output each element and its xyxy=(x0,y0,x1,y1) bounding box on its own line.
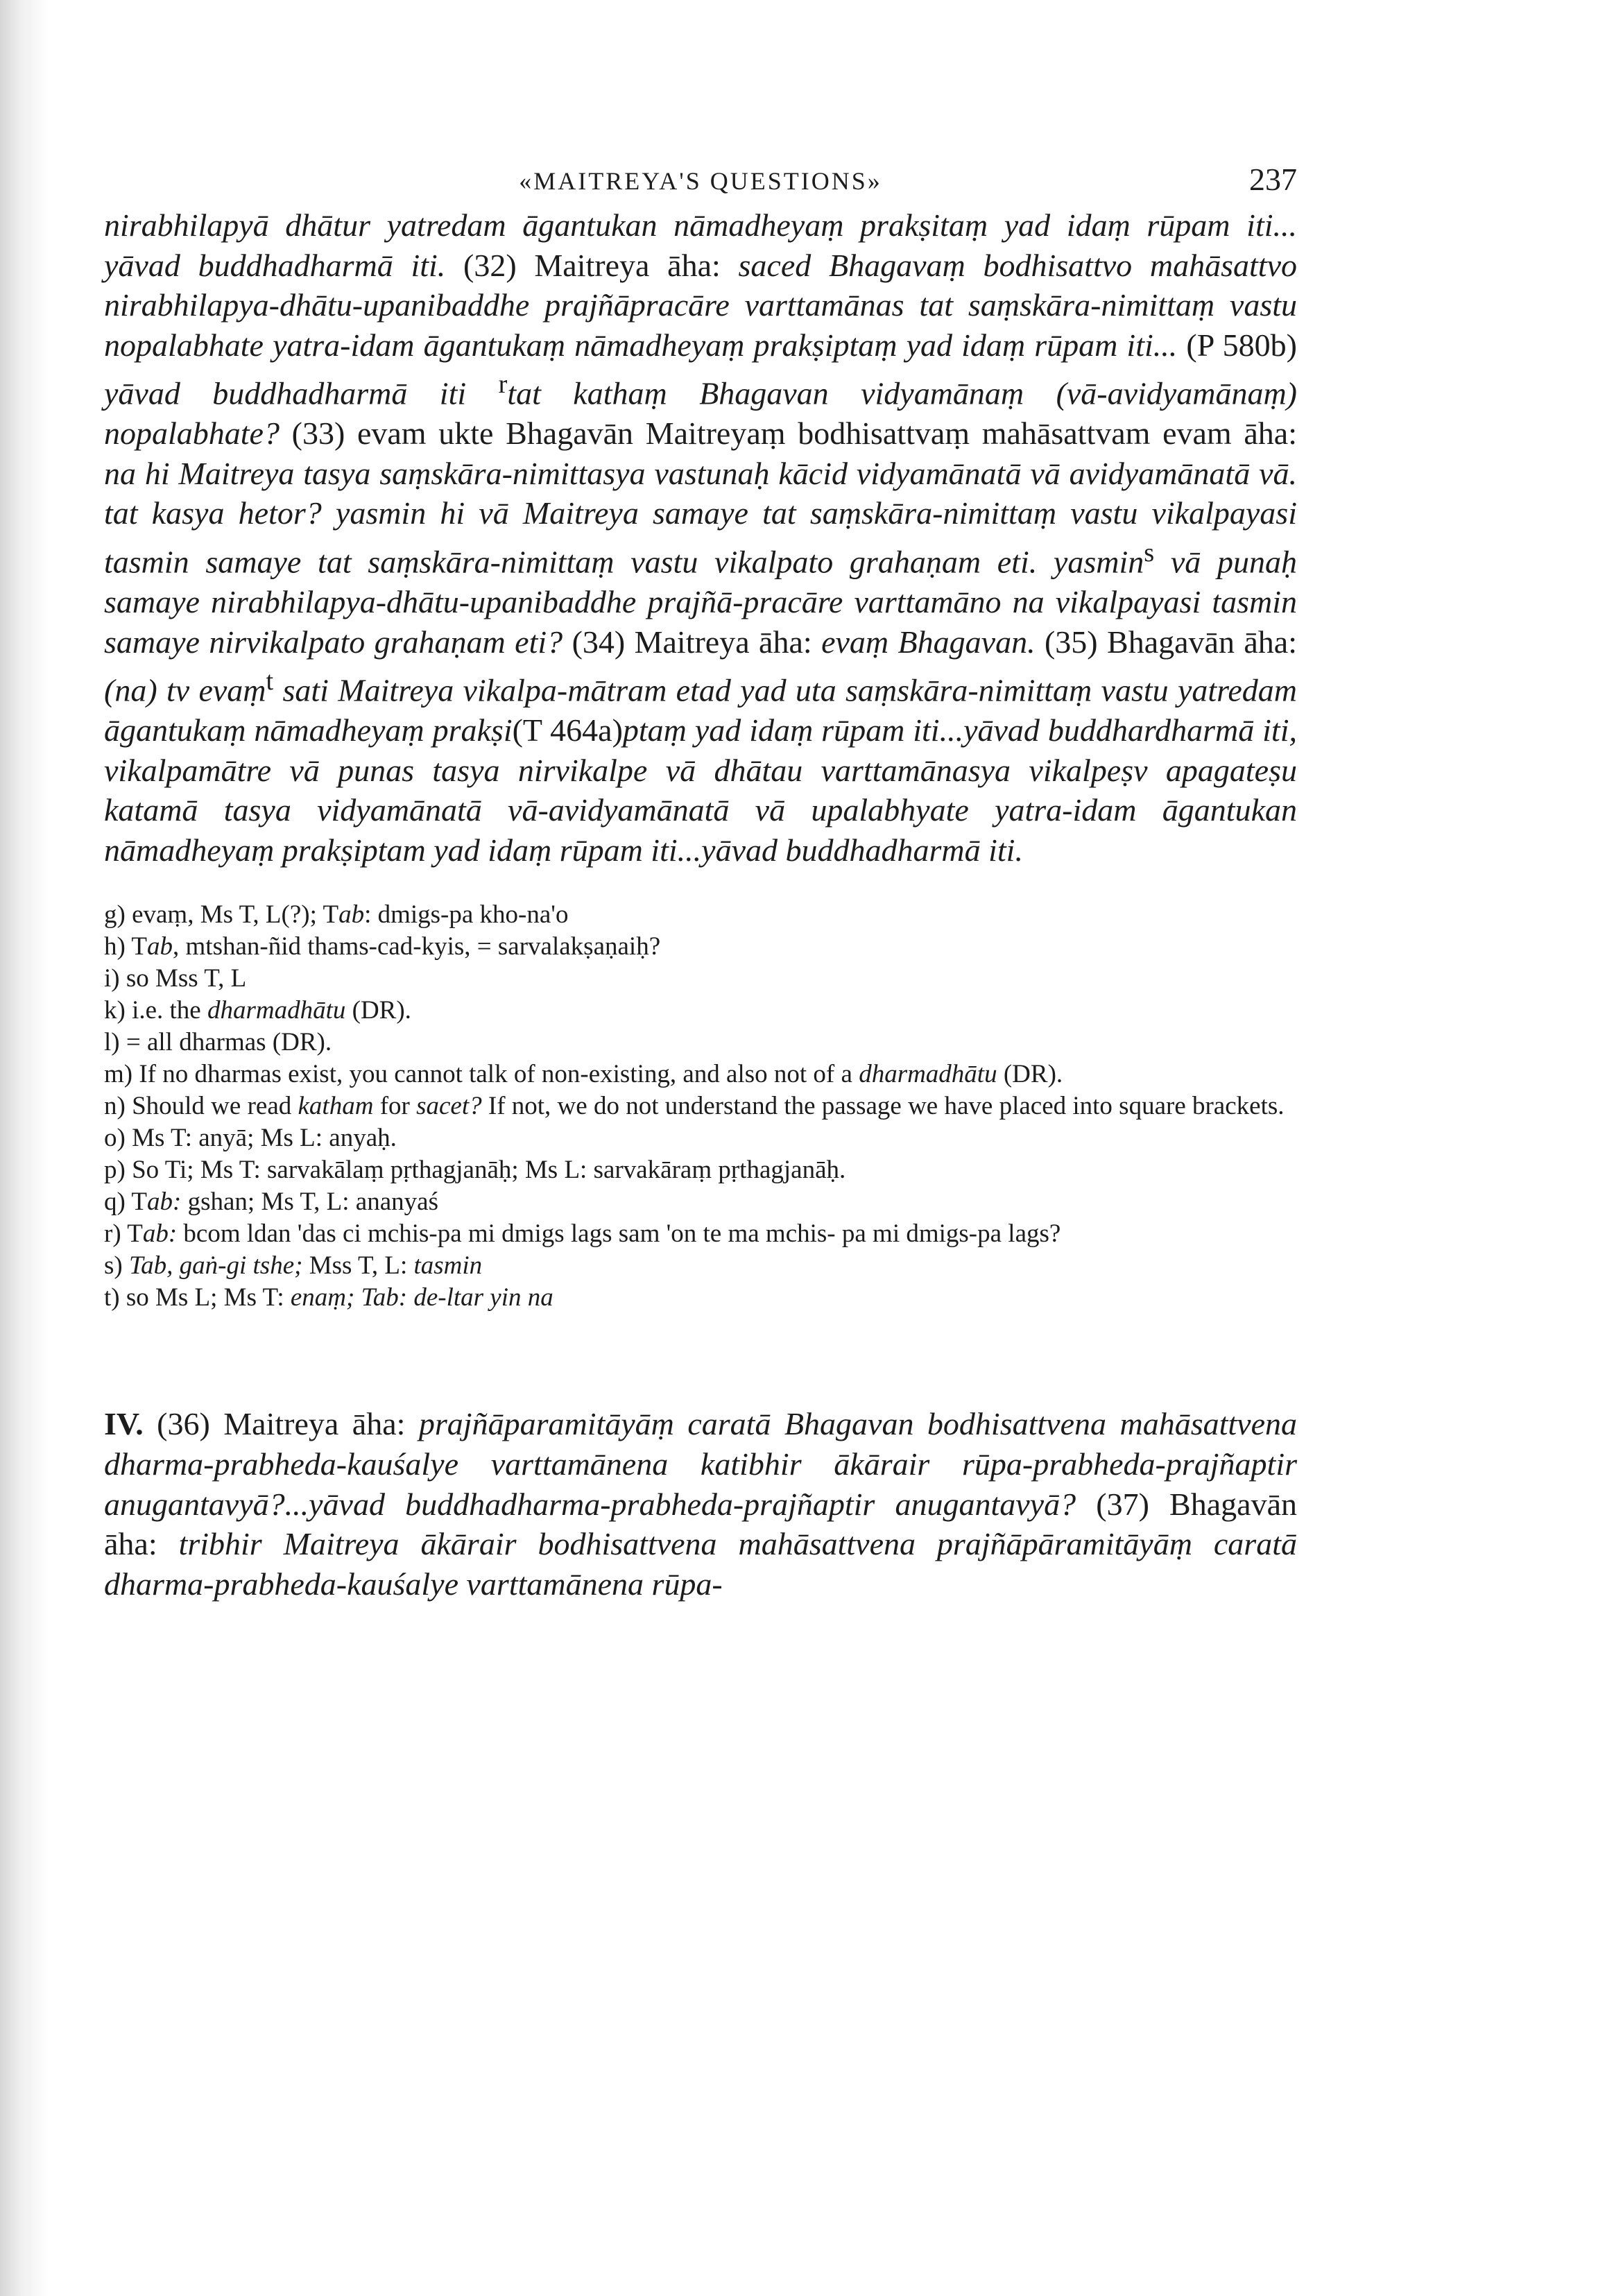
text-segment: (DR). xyxy=(345,996,411,1025)
footnote-item xyxy=(104,899,1297,931)
text-segment: t) so Ms L; Ms T: xyxy=(104,1283,291,1312)
text-segment: (32) Maitreya āha: xyxy=(445,247,739,283)
italic-text-segment: evaṃ Bhagavan. xyxy=(821,624,1036,660)
footnote-marker: t xyxy=(266,667,274,696)
italic-text-segment: saced Bhagavaṃ bodhisattvo mahāsattvo nirabhilapya-dhātu-upanibaddhe prajñāpracāre varttamānas tat saṃskāra-nimittaṃ vastu nopalabhate yatra-idam āgantukaṃ nāmadheyaṃ prakṣiptaṃ yad idaṃ rūpam iti... xyxy=(104,247,1297,363)
text-segment: (P 580b) xyxy=(1177,327,1297,363)
text-segment: gshan; Ms T, L: ananyaś xyxy=(181,1188,438,1217)
text-segment: k) i.e. the xyxy=(104,996,207,1025)
footnote-item xyxy=(104,995,1297,1027)
italic-text-segment: ab: xyxy=(142,1219,178,1249)
text-segment: (35) Bhagavān āha: xyxy=(1035,624,1297,660)
text-segment: for xyxy=(373,1092,417,1121)
text-segment: r) T xyxy=(104,1219,143,1249)
section-iv-paragraph xyxy=(104,1404,1297,1604)
italic-text-segment: sati Maitreya vikalpa-mātram etad yad uta saṃskāra-nimittaṃ vastu yatredam āgantukaṃ nāmadheyaṃ prakṣi xyxy=(104,672,1297,748)
text-segment: (T 464a) xyxy=(512,712,623,748)
italic-text-segment: na hi Maitreya tasya saṃskāra-nimittasya vastunaḥ kācid vidyamānatā vā avidyamānatā vā. tat kasya hetor? yasmin hi vā Maitreya samaye tat saṃskāra-nimittaṃ vastu vikalpayasi tasmin samaye tat saṃskāra-nimittaṃ vastu vikalpato grahaṇam eti. yasmin xyxy=(104,455,1297,580)
footnote-item xyxy=(104,1250,1297,1282)
text-segment: h) T xyxy=(104,932,148,961)
italic-text-segment: ptaṃ yad idaṃ rūpam iti...yāvad buddhardharmā iti, vikalpamātre vā punas tasya nirvikalpe vā dhātau varttamānasya vikalpeṣv apagateṣu katamā tasya vidyamānatā vā-avidyamānatā vā upalabhyate yatra-idam āgantukan nāmadheyaṃ prakṣiptam yad idaṃ rūpam iti...yāvad buddhadharmā iti. xyxy=(104,712,1297,868)
text-segment: (36) Maitreya āha: xyxy=(143,1406,419,1442)
italic-text-segment: prajñāparamitāyāṃ caratā Bhagavan bodhisattvena mahāsattvena dharma-prabheda-kauśalye varttamānena katibhir ākārair rūpa-prabheda-prajñaptir anugantavyā?...yāvad buddhadharma-prabheda-prajñaptir anugantavyā? xyxy=(104,1406,1297,1522)
italic-text-segment: tribhir Maitreya ākārair bodhisattvena mahāsattvena prajñāpāramitāyāṃ caratā dharma-prabheda-kauśalye varttamānena rūpa- xyxy=(104,1526,1297,1602)
footnote-item xyxy=(104,1282,1297,1314)
footnote-item xyxy=(104,1090,1297,1122)
footnote-item xyxy=(104,1186,1297,1218)
italic-text-segment: ab xyxy=(147,932,173,961)
section-iv-body xyxy=(104,1406,1297,1601)
text-segment: g) evaṃ, Ms T, L(?); T xyxy=(104,900,339,929)
footnote-item xyxy=(104,1154,1297,1186)
text-segment: (33) evam ukte Bhagavān Maitreyaṃ bodhisattvaṃ mahāsattvam evam āha: xyxy=(279,415,1297,452)
section-number: IV. xyxy=(104,1406,144,1442)
italic-text-segment: Tab, gaṅ-gi tshe; xyxy=(128,1251,303,1280)
text-segment: n) Should we read xyxy=(104,1092,298,1121)
italic-text-segment: dharmadhātu xyxy=(859,1060,997,1089)
text-segment: l) = all dharmas (DR). xyxy=(104,1028,332,1057)
italic-text-segment: ab xyxy=(338,900,365,929)
italic-text-segment: nirabhilapyā dhātur yatredam āgantukan nāmadheyaṃ prakṣitaṃ yad idaṃ rūpam iti... yāvad buddhadharmā iti. xyxy=(104,207,1297,283)
italic-text-segment: yāvad buddhadharmā iti xyxy=(104,375,499,411)
italic-text-segment: tat kathaṃ Bhagavan vidyamānaṃ (vā-avidyamānaṃ) nopalabhate? xyxy=(104,375,1297,452)
footnote-item xyxy=(104,1122,1297,1154)
text-segment: q) T xyxy=(104,1188,148,1217)
text-segment: : dmigs-pa kho-na'o xyxy=(364,900,569,929)
text-segment: , mtshan-ñid thams-cad-kyis, = sarvalakṣaṇaiḥ? xyxy=(173,932,661,961)
italic-text-segment: enaṃ; Tab: de-ltar yin na xyxy=(290,1283,553,1312)
main-paragraph xyxy=(104,205,1297,870)
text-segment: (DR). xyxy=(997,1060,1063,1089)
footnote-marker: s xyxy=(1144,538,1155,568)
footnote-item xyxy=(104,963,1297,995)
text-segment: s) xyxy=(104,1251,129,1280)
book-page xyxy=(104,161,1297,1604)
italic-text-segment: tasmin xyxy=(413,1251,483,1280)
italic-text-segment: katham xyxy=(298,1092,374,1121)
footnotes xyxy=(104,899,1297,1314)
text-segment: Mss T, L: xyxy=(302,1251,414,1280)
text-segment: i) so Mss T, L xyxy=(104,964,247,993)
italic-text-segment: sacet? xyxy=(416,1092,482,1121)
italic-text-segment: dharmadhātu xyxy=(207,996,346,1025)
text-segment: (34) Maitreya āha: xyxy=(563,624,822,660)
footnote-item xyxy=(104,1218,1297,1250)
footnote-item xyxy=(104,1027,1297,1059)
scan-binding-shadow xyxy=(0,0,49,2296)
text-segment: o) Ms T: anyā; Ms L: anyaḥ. xyxy=(104,1124,397,1153)
text-segment: bcom ldan 'das ci mchis-pa mi dmigs lags sam 'on te ma mchis- pa mi dmigs-pa lags? xyxy=(177,1219,1061,1249)
text-segment: (37) Bhagavān āha: xyxy=(104,1486,1297,1562)
running-head xyxy=(104,161,1297,205)
footnote-marker: r xyxy=(498,370,508,400)
page-number: 237 xyxy=(1249,162,1297,197)
footnote-item xyxy=(104,931,1297,963)
running-title: «MAITREYA'S QUESTIONS» xyxy=(519,167,882,195)
italic-text-segment: ab: xyxy=(147,1188,182,1217)
italic-text-segment: vā punaḥ samaye nirabhilapya-dhātu-upanibaddhe prajñā-pracāre varttamāno na vikalpayasi tasmin samaye nirvikalpato grahaṇam eti? xyxy=(104,544,1297,660)
italic-text-segment: (na) tv evaṃ xyxy=(104,672,266,708)
footnote-item xyxy=(104,1059,1297,1090)
text-segment: If not, we do not understand the passage we have placed into square brackets. xyxy=(481,1092,1285,1121)
text-segment: p) So Ti; Ms T: sarvakālaṃ pṛthagjanāḥ; Ms L: sarvakāraṃ pṛthagjanāḥ. xyxy=(104,1156,846,1185)
text-segment: m) If no dharmas exist, you cannot talk of non-existing, and also not of a xyxy=(104,1060,859,1089)
